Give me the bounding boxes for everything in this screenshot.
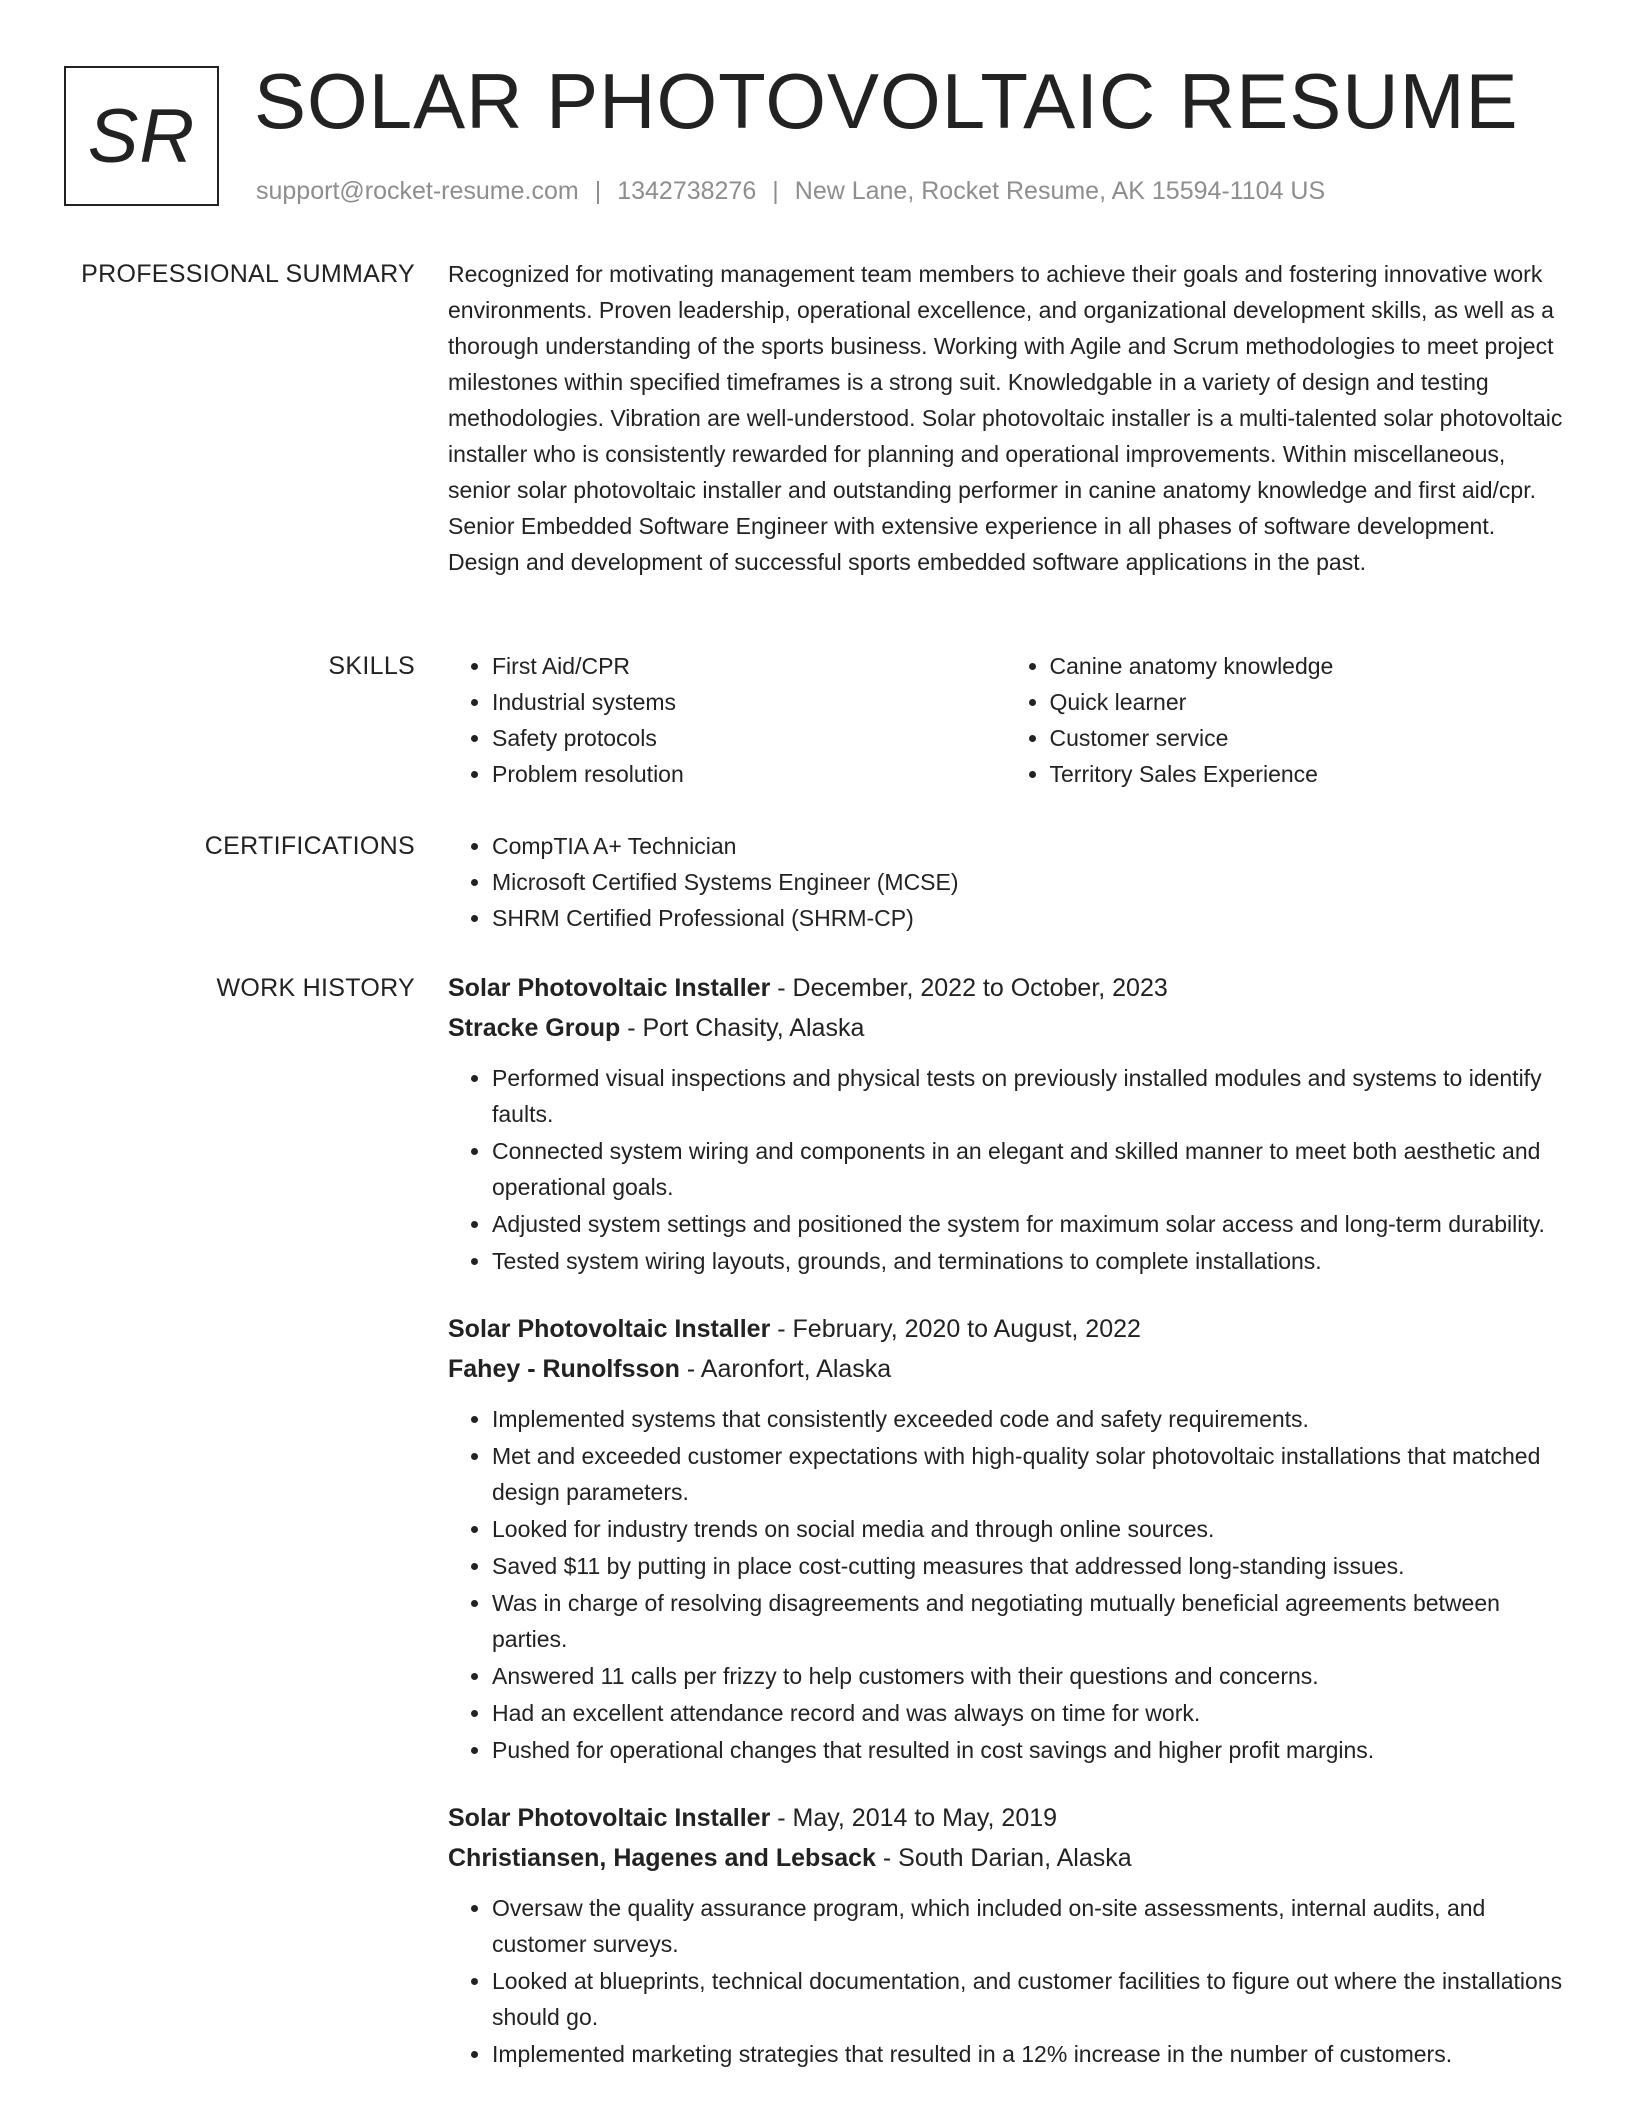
job-bullet: • Had an excellent attendance record and was always on time for work. bbox=[492, 1695, 1563, 1731]
job-title-line bbox=[448, 1798, 1563, 1838]
skill-item: • Safety protocols bbox=[492, 720, 1006, 756]
certification-item: • CompTIA A+ Technician bbox=[492, 828, 1563, 864]
monogram-logo: SR bbox=[64, 66, 219, 206]
job-bullet: • Adjusted system settings and positioned the system for maximum solar access and long-term durability. bbox=[492, 1206, 1563, 1242]
job-location: - Aaronfort, Alaska bbox=[679, 1355, 892, 1383]
job-dates: - February, 2020 to August, 2022 bbox=[770, 1315, 1141, 1343]
job-bullet: • Connected system wiring and components in an elegant and skilled manner to meet both aesthetic and operational goals. bbox=[492, 1133, 1563, 1205]
job-dates: - May, 2014 to May, 2019 bbox=[770, 1804, 1058, 1832]
contact-separator: | bbox=[772, 177, 779, 205]
job-bullet: • Performed visual inspections and physical tests on previously installed modules and systems to identify faults. bbox=[492, 1060, 1563, 1132]
skill-item: • First Aid/CPR bbox=[492, 648, 1006, 684]
skills-body bbox=[448, 648, 1563, 792]
section-label-skills: SKILLS bbox=[328, 652, 415, 680]
skill-item: • Canine anatomy knowledge bbox=[1050, 648, 1564, 684]
job-bullet: • Tested system wiring layouts, grounds, and terminations to complete installations. bbox=[492, 1243, 1563, 1279]
resume-title: SOLAR PHOTOVOLTAIC RESUME bbox=[254, 57, 1519, 145]
skill-item: • Quick learner bbox=[1050, 684, 1564, 720]
contact-email[interactable]: support@rocket-resume.com bbox=[256, 177, 579, 205]
summary-text: Recognized for motivating management team members to achieve their goals and fostering innovative work environments. Proven leadership, operational excellence, and organizational development skills, as well as a thorough understanding of the sports business. Working with Agile and Scrum methodologies to meet project milestones within specified timeframes is a strong suit. Knowledgable in a variety of design and testing methodologies. Vibration are well-understood. Solar photovoltaic installer is a multi-talented solar photovoltaic installer who is consistently rewarded for planning and operational improvements. Within miscellaneous, senior solar photovoltaic installer and outstanding performer in canine anatomy knowledge and first aid/cpr. Senior Embedded Software Engineer with extensive experience in all phases of software development. Design and development of successful sports embedded software applications in the past. bbox=[448, 261, 1563, 575]
job-bullet: • Answered 11 calls per frizzy to help customers with their questions and concerns. bbox=[492, 1658, 1563, 1694]
job-bullet: • Implemented marketing strategies that resulted in a 12% increase in the number of customers. bbox=[492, 2036, 1563, 2072]
job-bullet: • Looked for industry trends on social media and through online sources. bbox=[492, 1511, 1563, 1547]
skills-list-left bbox=[448, 648, 1006, 792]
job-dates: - December, 2022 to October, 2023 bbox=[770, 974, 1168, 1002]
job-bullet: • Oversaw the quality assurance program, which included on-site assessments, internal audits, and customer surveys. bbox=[492, 1890, 1563, 1962]
skill-item: • Industrial systems bbox=[492, 684, 1006, 720]
summary-body bbox=[448, 256, 1563, 580]
section-label-work-history: WORK HISTORY bbox=[216, 974, 415, 1002]
job-title: Solar Photovoltaic Installer bbox=[448, 1804, 771, 1832]
job-title-line bbox=[448, 968, 1563, 1008]
job-entry bbox=[448, 968, 1563, 1279]
skill-item: • Territory Sales Experience bbox=[1050, 756, 1564, 792]
job-bullet: • Pushed for operational changes that resulted in cost savings and higher profit margins. bbox=[492, 1732, 1563, 1768]
job-title-line bbox=[448, 1309, 1563, 1349]
work-history-body bbox=[448, 968, 1563, 2102]
job-entry bbox=[448, 1309, 1563, 1768]
skills-list-right bbox=[1006, 648, 1564, 792]
skills-grid bbox=[448, 648, 1563, 792]
job-location: - South Darian, Alaska bbox=[875, 1844, 1132, 1872]
section-label-summary: PROFESSIONAL SUMMARY bbox=[81, 260, 415, 288]
job-company: Fahey - Runolfsson bbox=[448, 1355, 680, 1383]
contact-address: New Lane, Rocket Resume, AK 15594-1104 US bbox=[794, 177, 1326, 205]
job-location: - Port Chasity, Alaska bbox=[620, 1014, 865, 1042]
contact-line bbox=[256, 174, 1325, 208]
certification-item: • SHRM Certified Professional (SHRM-CP) bbox=[492, 900, 1563, 936]
job-bullets bbox=[448, 1890, 1563, 2072]
skill-item: • Problem resolution bbox=[492, 756, 1006, 792]
job-bullet: • Looked at blueprints, technical documentation, and customer facilities to figure out where the installations should go. bbox=[492, 1963, 1563, 2035]
skill-item: • Customer service bbox=[1050, 720, 1564, 756]
job-company: Christiansen, Hagenes and Lebsack bbox=[448, 1844, 876, 1872]
section-label-certifications: CERTIFICATIONS bbox=[204, 832, 415, 860]
job-title: Solar Photovoltaic Installer bbox=[448, 1315, 771, 1343]
job-bullets bbox=[448, 1401, 1563, 1768]
certifications-body bbox=[448, 828, 1563, 936]
job-company-line bbox=[448, 1838, 1563, 1878]
certification-item: • Microsoft Certified Systems Engineer (MCSE) bbox=[492, 864, 1563, 900]
job-bullet: • Saved $11 by putting in place cost-cutting measures that addressed long-standing issues. bbox=[492, 1548, 1563, 1584]
job-company: Stracke Group bbox=[448, 1014, 621, 1042]
contact-phone[interactable]: 1342738276 bbox=[617, 177, 757, 205]
job-bullet: • Implemented systems that consistently exceeded code and safety requirements. bbox=[492, 1401, 1563, 1437]
job-bullets bbox=[448, 1060, 1563, 1279]
job-bullet: • Met and exceeded customer expectations with high-quality solar photovoltaic installations that matched design parameters. bbox=[492, 1438, 1563, 1510]
job-company-line bbox=[448, 1349, 1563, 1389]
job-title: Solar Photovoltaic Installer bbox=[448, 974, 771, 1002]
contact-separator: | bbox=[594, 177, 602, 205]
job-entry bbox=[448, 1798, 1563, 2072]
job-company-line bbox=[448, 1008, 1563, 1048]
certifications-list bbox=[448, 828, 1563, 936]
job-bullet: • Was in charge of resolving disagreements and negotiating mutually beneficial agreements between parties. bbox=[492, 1585, 1563, 1657]
